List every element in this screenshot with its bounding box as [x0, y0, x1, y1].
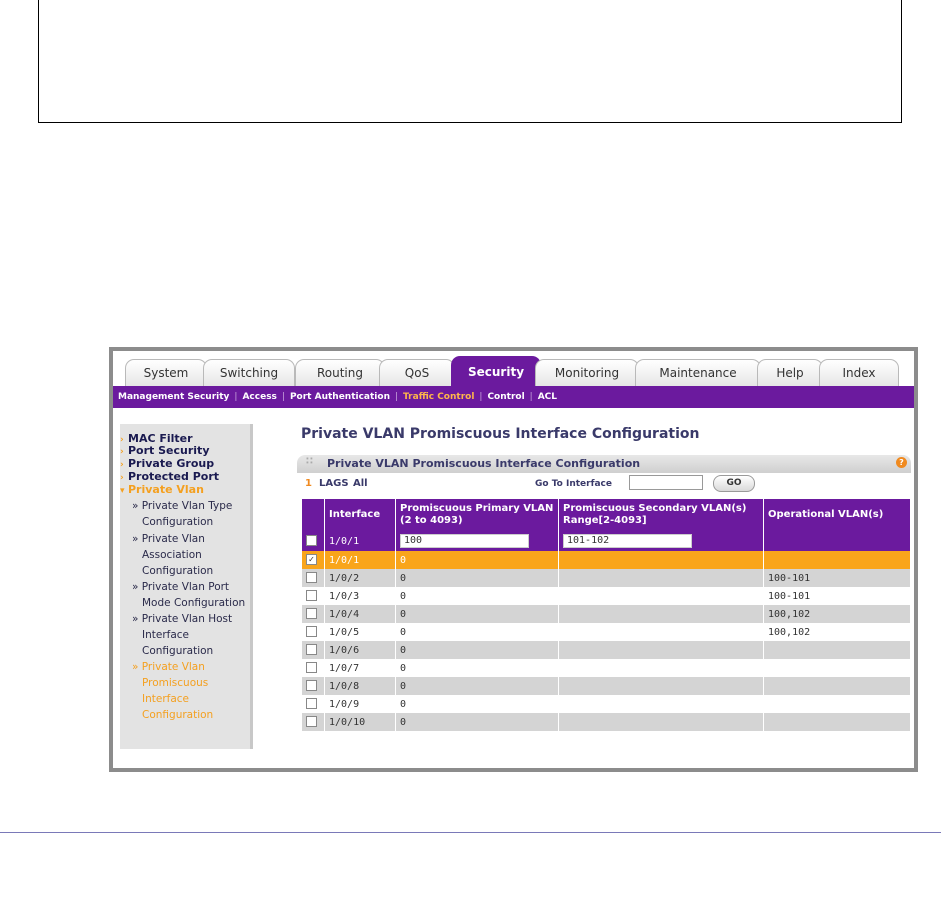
tab-routing[interactable]: Routing — [295, 359, 385, 386]
row-operational-vlan: 100-101 — [764, 569, 911, 587]
nav-private-vlan[interactable]: ▾ Private Vlan — [120, 483, 204, 496]
nav-private-vlan-association-configuration[interactable]: » Private Vlan Association Configuration — [132, 533, 214, 577]
table-row[interactable] — [302, 677, 911, 695]
row-operational-vlan: 100-101 — [764, 587, 911, 605]
row-checkbox[interactable] — [306, 626, 317, 637]
unit-link[interactable]: 1 — [305, 478, 312, 489]
tab-monitoring[interactable]: Monitoring — [535, 359, 639, 386]
edit-row-primary-cell — [396, 531, 559, 551]
row-checkbox[interactable] — [306, 535, 317, 546]
row-select[interactable] — [302, 641, 325, 659]
chevron-right-icon: › — [120, 473, 124, 483]
row-operational-vlan — [764, 695, 911, 713]
edit-row-interface: 1/0/1 — [325, 531, 396, 551]
row-select[interactable] — [302, 659, 325, 677]
row-interface: 1/0/10 — [325, 713, 396, 731]
subnav-access[interactable]: Access — [242, 392, 277, 402]
subnav-control[interactable]: Control — [487, 392, 525, 402]
secondary-vlan-input[interactable]: 101-102 — [563, 534, 692, 548]
table-row[interactable] — [302, 569, 911, 587]
row-primary-vlan: 0 — [396, 623, 559, 641]
row-secondary-vlan — [559, 713, 764, 731]
row-select[interactable] — [302, 677, 325, 695]
nav-private-vlan-promiscuous-interface-configuration[interactable]: » Private Vlan Promiscuous Interface Configuration — [132, 661, 214, 721]
row-select[interactable] — [302, 551, 325, 569]
panel-title: Private VLAN Promiscuous Interface Configuration — [327, 457, 641, 470]
header-interface: Interface — [325, 499, 396, 531]
tab-index[interactable]: Index — [819, 359, 899, 386]
edit-row-secondary-cell — [559, 531, 764, 551]
row-select[interactable] — [302, 569, 325, 587]
interface-toolbar — [297, 475, 911, 495]
row-secondary-vlan — [559, 659, 764, 677]
row-checkbox[interactable] — [306, 680, 317, 691]
row-secondary-vlan — [559, 587, 764, 605]
row-secondary-vlan — [559, 623, 764, 641]
table-header-row — [302, 499, 911, 531]
tab-system[interactable]: System — [125, 359, 207, 386]
row-interface: 1/0/9 — [325, 695, 396, 713]
row-interface: 1/0/7 — [325, 659, 396, 677]
footer-rule — [0, 832, 941, 833]
lags-link[interactable]: LAGS — [319, 478, 349, 489]
row-secondary-vlan — [559, 551, 764, 569]
nav-private-group[interactable]: › Private Group — [120, 457, 215, 470]
go-to-interface-label: Go To Interface — [535, 479, 612, 489]
nav-private-vlan-host-interface-configuration[interactable]: » Private Vlan Host Interface Configuration — [132, 613, 233, 657]
row-select[interactable] — [302, 713, 325, 731]
help-icon[interactable]: ? — [896, 457, 907, 468]
nav-private-vlan-type-configuration[interactable]: » Private Vlan Type Configuration — [132, 500, 233, 528]
row-checkbox[interactable] — [306, 662, 317, 673]
security-subnav: Management Security | Access | Port Authentication | Traffic Control | Control | ACL — [113, 386, 914, 408]
tab-switching[interactable]: Switching — [203, 359, 295, 386]
left-navigation — [120, 424, 253, 749]
row-select[interactable] — [302, 605, 325, 623]
row-interface: 1/0/8 — [325, 677, 396, 695]
chevron-right-icon: › — [120, 460, 124, 470]
table-row[interactable] — [302, 551, 911, 569]
row-operational-vlan: 100,102 — [764, 605, 911, 623]
row-primary-vlan: 0 — [396, 659, 559, 677]
header-operational-vlan: Operational VLAN(s) — [764, 499, 911, 531]
row-checkbox[interactable] — [306, 572, 317, 583]
table-row[interactable] — [302, 713, 911, 731]
table-row[interactable] — [302, 659, 911, 677]
row-secondary-vlan — [559, 605, 764, 623]
note-box — [38, 0, 902, 123]
go-to-interface-input[interactable] — [629, 475, 703, 490]
edit-row — [302, 531, 911, 551]
row-operational-vlan: 100,102 — [764, 623, 911, 641]
grip-icon: ∷ — [306, 456, 313, 467]
row-operational-vlan — [764, 659, 911, 677]
row-interface: 1/0/5 — [325, 623, 396, 641]
row-primary-vlan: 0 — [396, 713, 559, 731]
row-checkbox[interactable] — [306, 716, 317, 727]
table-row[interactable] — [302, 605, 911, 623]
row-checkbox[interactable] — [306, 608, 317, 619]
row-secondary-vlan — [559, 695, 764, 713]
header-secondary-vlan: Promiscuous Secondary VLAN(s) Range[2-4093] — [559, 499, 764, 531]
panel-header — [297, 455, 911, 473]
nav-port-security[interactable]: › Port Security — [120, 444, 210, 457]
page-bottom — [120, 749, 914, 769]
row-checkbox[interactable] — [306, 698, 317, 709]
row-select[interactable] — [302, 587, 325, 605]
chevron-right-icon: › — [120, 435, 124, 445]
row-secondary-vlan — [559, 677, 764, 695]
row-operational-vlan — [764, 551, 911, 569]
tab-qos[interactable]: QoS — [379, 359, 455, 386]
row-primary-vlan: 0 — [396, 641, 559, 659]
chevron-down-icon: ▾ — [120, 486, 125, 496]
row-primary-vlan: 0 — [396, 551, 559, 569]
chevron-right-icon: › — [120, 447, 124, 457]
subnav-port-authentication[interactable]: Port Authentication — [289, 392, 390, 402]
header-select — [302, 499, 325, 531]
row-interface: 1/0/1 — [325, 551, 396, 569]
primary-vlan-input[interactable]: 100 — [400, 534, 529, 548]
row-interface: 1/0/3 — [325, 587, 396, 605]
row-secondary-vlan — [559, 641, 764, 659]
subnav-traffic-control[interactable]: Traffic Control — [403, 392, 475, 402]
row-select[interactable] — [302, 695, 325, 713]
edit-row-operational — [764, 531, 911, 551]
row-primary-vlan: 0 — [396, 695, 559, 713]
table-row[interactable] — [302, 641, 911, 659]
screenshot-frame — [109, 347, 918, 772]
go-button[interactable]: GO — [713, 475, 755, 492]
promiscuous-interface-table — [302, 499, 911, 731]
nav-protected-port[interactable]: › Protected Port — [120, 470, 220, 483]
subnav-management-security[interactable]: Management Security — [118, 392, 230, 402]
row-checkbox[interactable] — [306, 644, 317, 655]
header-primary-vlan: Promiscuous Primary VLAN (2 to 4093) — [396, 499, 559, 531]
row-operational-vlan — [764, 713, 911, 731]
checked-checkbox[interactable]: ✓ — [306, 554, 317, 565]
subnav-acl[interactable]: ACL — [537, 392, 558, 402]
row-primary-vlan: 0 — [396, 569, 559, 587]
tab-maintenance[interactable]: Maintenance — [635, 359, 761, 386]
nav-mac-filter[interactable]: › MAC Filter — [120, 432, 193, 445]
row-operational-vlan — [764, 641, 911, 659]
tab-help[interactable]: Help — [757, 359, 823, 386]
table-row[interactable] — [302, 623, 911, 641]
row-interface: 1/0/6 — [325, 641, 396, 659]
row-primary-vlan: 0 — [396, 677, 559, 695]
table-row[interactable] — [302, 695, 911, 713]
table-row[interactable] — [302, 587, 911, 605]
row-primary-vlan: 0 — [396, 605, 559, 623]
row-checkbox[interactable] — [306, 590, 317, 601]
row-select[interactable] — [302, 623, 325, 641]
page-title: Private VLAN Promiscuous Interface Configuration — [301, 426, 700, 442]
row-secondary-vlan — [559, 569, 764, 587]
tab-security[interactable]: Security — [451, 356, 541, 386]
edit-row-select[interactable] — [302, 531, 325, 551]
row-operational-vlan — [764, 677, 911, 695]
all-link[interactable]: All — [353, 478, 368, 489]
row-primary-vlan: 0 — [396, 587, 559, 605]
main-tabs — [113, 351, 914, 386]
nav-private-vlan-port-mode-configuration[interactable]: » Private Vlan Port Mode Configuration — [132, 581, 246, 609]
row-interface: 1/0/2 — [325, 569, 396, 587]
row-interface: 1/0/4 — [325, 605, 396, 623]
